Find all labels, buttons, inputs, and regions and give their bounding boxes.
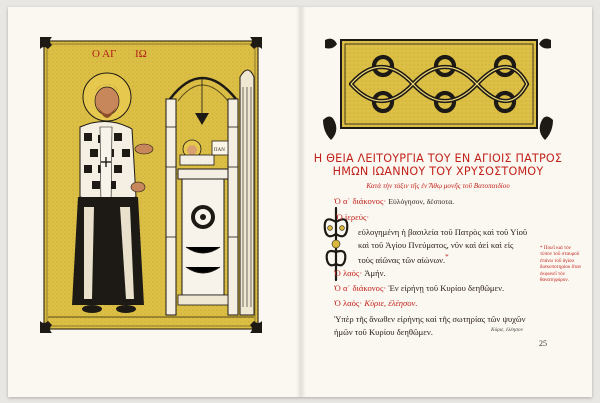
- saint-icon-illustration: [40, 37, 262, 333]
- text-line-8: [334, 298, 417, 308]
- footnote-mark: *: [445, 253, 449, 261]
- text-line-10: ἡμῶν τοῦ Κυρίου δεηθῶμεν.: [334, 327, 433, 337]
- text-line-1: [334, 196, 454, 206]
- rubric-role: Ὁ λαός·: [334, 298, 363, 308]
- text-line-6: [334, 268, 386, 278]
- liturgy-title-line-1: Η ΘΕΙΑ ΛΕΙΤΟΥΡΓΙΑ ΤΟΥ ΕΝ ΑΓΙΟΙΣ ΠΑΤΡΟΣ: [313, 152, 563, 165]
- text-line-9: Ὑπὲρ τῆς ἄνωθεν εἰρήνης καὶ τῆς σωτηρίας τῶν ψυχῶν: [334, 314, 526, 324]
- marginal-note: * Ποιεῖ καὶ τὸν τύπον τοῦ σταυροῦ ἐπάνω τοῦ ἁγίου δισκοποτηρίου ὅταν ἐκφωνεῖ τὸν θανατηφόρον.: [540, 245, 582, 284]
- inscription-left: Ο ΑΓ: [92, 48, 117, 60]
- text-line-7: [334, 283, 504, 293]
- rubric-role: Ὁ α΄ διάκονος·: [334, 283, 387, 293]
- inscription-right: ΙΩ: [135, 48, 147, 60]
- liturgy-title-line-2: ΗΜΩΝ ΙΩΑΝΝΟΥ ΤΟΥ ΧΡΥΣΟΣΤΟΜΟΥ: [332, 165, 544, 178]
- ornamental-headpiece: [321, 36, 555, 148]
- verse-text: τοὺς αἰῶνας τῶν αἰώνων.: [358, 254, 446, 265]
- rubric-role: Ὁ α΄ διάκονος·: [334, 196, 387, 206]
- verse-text: Ἐν εἰρήνῃ τοῦ Κυρίου δεηθῶμεν.: [388, 283, 505, 293]
- footer-response: Κύριε, ἐλέησον: [491, 327, 523, 333]
- verse-text: Ἀμήν.: [364, 268, 386, 278]
- liturgy-subtitle: Κατὰ τὴν τάξιν τῆς ἐν Ἄθῳ μονῆς τοῦ Βατοπαιδίου: [366, 182, 510, 190]
- text-line-3: εὐλογημένη ἡ βασιλεία τοῦ Πατρὸς καὶ τοῦ Υἱοῦ: [358, 227, 528, 237]
- text-line-2: Ὁ ἱερεύς·: [336, 212, 370, 222]
- book-gutter: [296, 7, 306, 397]
- page-number: 25: [539, 339, 547, 348]
- rubric-role: Ὁ λαός·: [334, 268, 363, 278]
- verse-text: Εὐλόγησον, δέσποτα.: [388, 197, 455, 206]
- text-line-5: [358, 253, 449, 265]
- response-text: Κύριε, ἐλέησον.: [364, 298, 418, 308]
- book-text: ΠΑΝ: [214, 148, 225, 153]
- text-line-4: καὶ τοῦ Ἁγίου Πνεύματος, νῦν καὶ ἀεὶ καὶ εἰς: [358, 240, 514, 250]
